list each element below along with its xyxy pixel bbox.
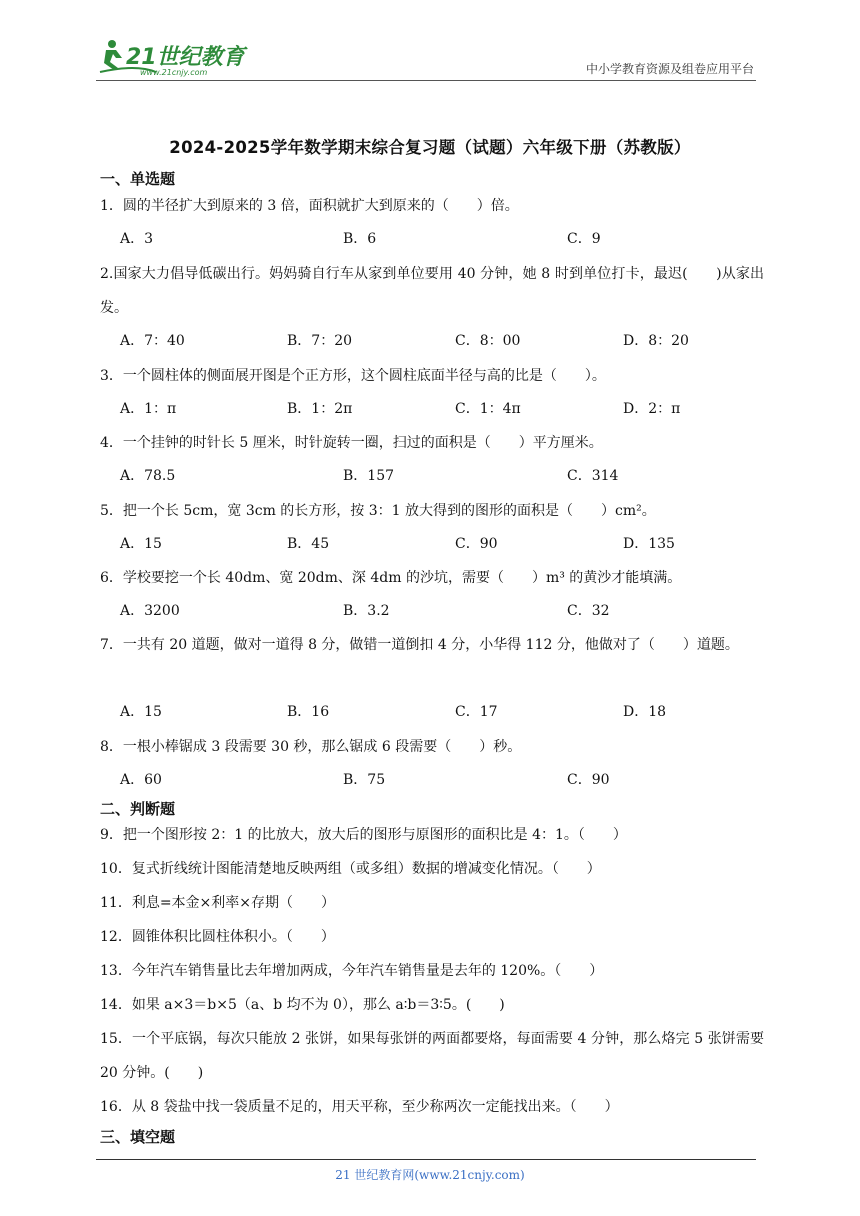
q8-option-c: C．90 bbox=[567, 772, 610, 788]
page-title: 2024-2025学年数学期末综合复习题（试题）六年级下册（苏教版） bbox=[169, 138, 691, 157]
question-11: 11．利息=本金×利率×存期（ ） bbox=[100, 895, 336, 911]
logo-text: 21世纪教育 bbox=[126, 45, 245, 70]
q8-option-b: B．75 bbox=[343, 772, 386, 788]
platform-name: 中小学教育资源及组卷应用平台 bbox=[585, 62, 754, 76]
question-12: 12．圆锥体积比圆柱体积小。（ ） bbox=[100, 929, 335, 945]
question-3: 3．一个圆柱体的侧面展开图是个正方形，这个圆柱底面半径与高的比是（ ）。 bbox=[100, 368, 606, 384]
question-7: 7．一共有 20 道题，做对一道得 8 分，做错一道倒扣 4 分，小华得 112 分，他做对了（ ）道题。 bbox=[100, 637, 739, 653]
q3-option-a: A．1：π bbox=[120, 401, 177, 417]
q2-option-b: B．7：20 bbox=[287, 333, 353, 349]
q6-option-c: C．32 bbox=[567, 603, 610, 619]
question-8: 8．一根小棒锯成 3 段需要 30 秒，那么锯成 6 段需要（ ）秒。 bbox=[100, 739, 522, 755]
page-header bbox=[96, 36, 756, 80]
q7-option-b: B．16 bbox=[287, 704, 330, 720]
q2-option-d: D．8：20 bbox=[623, 333, 689, 349]
q1-option-b: B．6 bbox=[343, 231, 377, 247]
question-10: 10．复式折线统计图能清楚地反映两组（或多组）数据的增减变化情况。（ ） bbox=[100, 861, 601, 877]
q5-option-a: A．15 bbox=[120, 536, 162, 552]
question-2: 2.国家大力倡导低碳出行。妈妈骑自行车从家到单位要用 40 分钟，她 8 时到单位打卡，最迟( )从家出发。 bbox=[100, 266, 764, 316]
q6-option-a: A．3200 bbox=[120, 603, 180, 619]
logo bbox=[96, 36, 266, 80]
question-6: 6．学校要挖一个长 40dm、宽 20dm、深 4dm 的沙坑，需要（ ）m³ 的黄沙才能填满。 bbox=[100, 570, 682, 586]
section-true-false: 二、判断题 bbox=[100, 800, 176, 818]
footer-divider bbox=[96, 1159, 756, 1160]
question-9: 9．把一个图形按 2：1 的比放大，放大后的图形与原图形的面积比是 4：1。（ ） bbox=[100, 827, 627, 843]
q7-option-a: A．15 bbox=[120, 704, 162, 720]
header-divider bbox=[96, 80, 756, 81]
q4-option-b: B．157 bbox=[343, 468, 395, 484]
question-13: 13．今年汽车销售量比去年增加两成，今年汽车销售量是去年的 120%。（ ） bbox=[100, 963, 604, 979]
q3-option-c: C．1：4π bbox=[455, 401, 521, 417]
question-14: 14．如果 a×3＝b×5（a、b 均不为 0），那么 a∶b＝3∶5。( ) bbox=[100, 997, 505, 1013]
question-16: 16．从 8 袋盐中找一袋质量不足的，用天平称，至少称两次一定能找出来。（ ） bbox=[100, 1099, 619, 1115]
q6-option-b: B．3.2 bbox=[343, 603, 390, 619]
q7-option-d: D．18 bbox=[623, 704, 667, 720]
question-4: 4．一个挂钟的时针长 5 厘米，时针旋转一圈，扫过的面积是（ ）平方厘米。 bbox=[100, 435, 603, 451]
section-single-choice: 一、单选题 bbox=[100, 170, 176, 188]
question-5: 5．把一个长 5cm，宽 3cm 的长方形，按 3：1 放大得到的图形的面积是（ ）cm²。 bbox=[100, 503, 656, 519]
q5-option-c: C．90 bbox=[455, 536, 498, 552]
page-footer: 21 世纪教育网(www.21cnjy.com) bbox=[335, 1168, 525, 1182]
section-fill-blank: 三、填空题 bbox=[100, 1128, 176, 1146]
q2-option-c: C．8：00 bbox=[455, 333, 521, 349]
q3-option-d: D．2：π bbox=[623, 401, 681, 417]
q1-option-a: A．3 bbox=[120, 231, 154, 247]
q4-option-a: A．78.5 bbox=[120, 468, 176, 484]
question-15: 15．一个平底锅，每次只能放 2 张饼，如果每张饼的两面都要烙，每面需要 4 分钟，那么烙完 5 张饼需要 20 分钟。( ) bbox=[100, 1031, 764, 1081]
q8-option-a: A．60 bbox=[120, 772, 162, 788]
q1-option-c: C．9 bbox=[567, 231, 601, 247]
logo-url: www.21cnjy.com bbox=[140, 68, 208, 77]
q4-option-c: C．314 bbox=[567, 468, 619, 484]
q5-option-b: B．45 bbox=[287, 536, 330, 552]
q5-option-d: D．135 bbox=[623, 536, 675, 552]
question-1: 1．圆的半径扩大到原来的 3 倍，面积就扩大到原来的（ ）倍。 bbox=[100, 198, 519, 214]
q3-option-b: B．1：2π bbox=[287, 401, 353, 417]
q2-option-a: A．7：40 bbox=[120, 333, 185, 349]
q7-option-c: C．17 bbox=[455, 704, 498, 720]
